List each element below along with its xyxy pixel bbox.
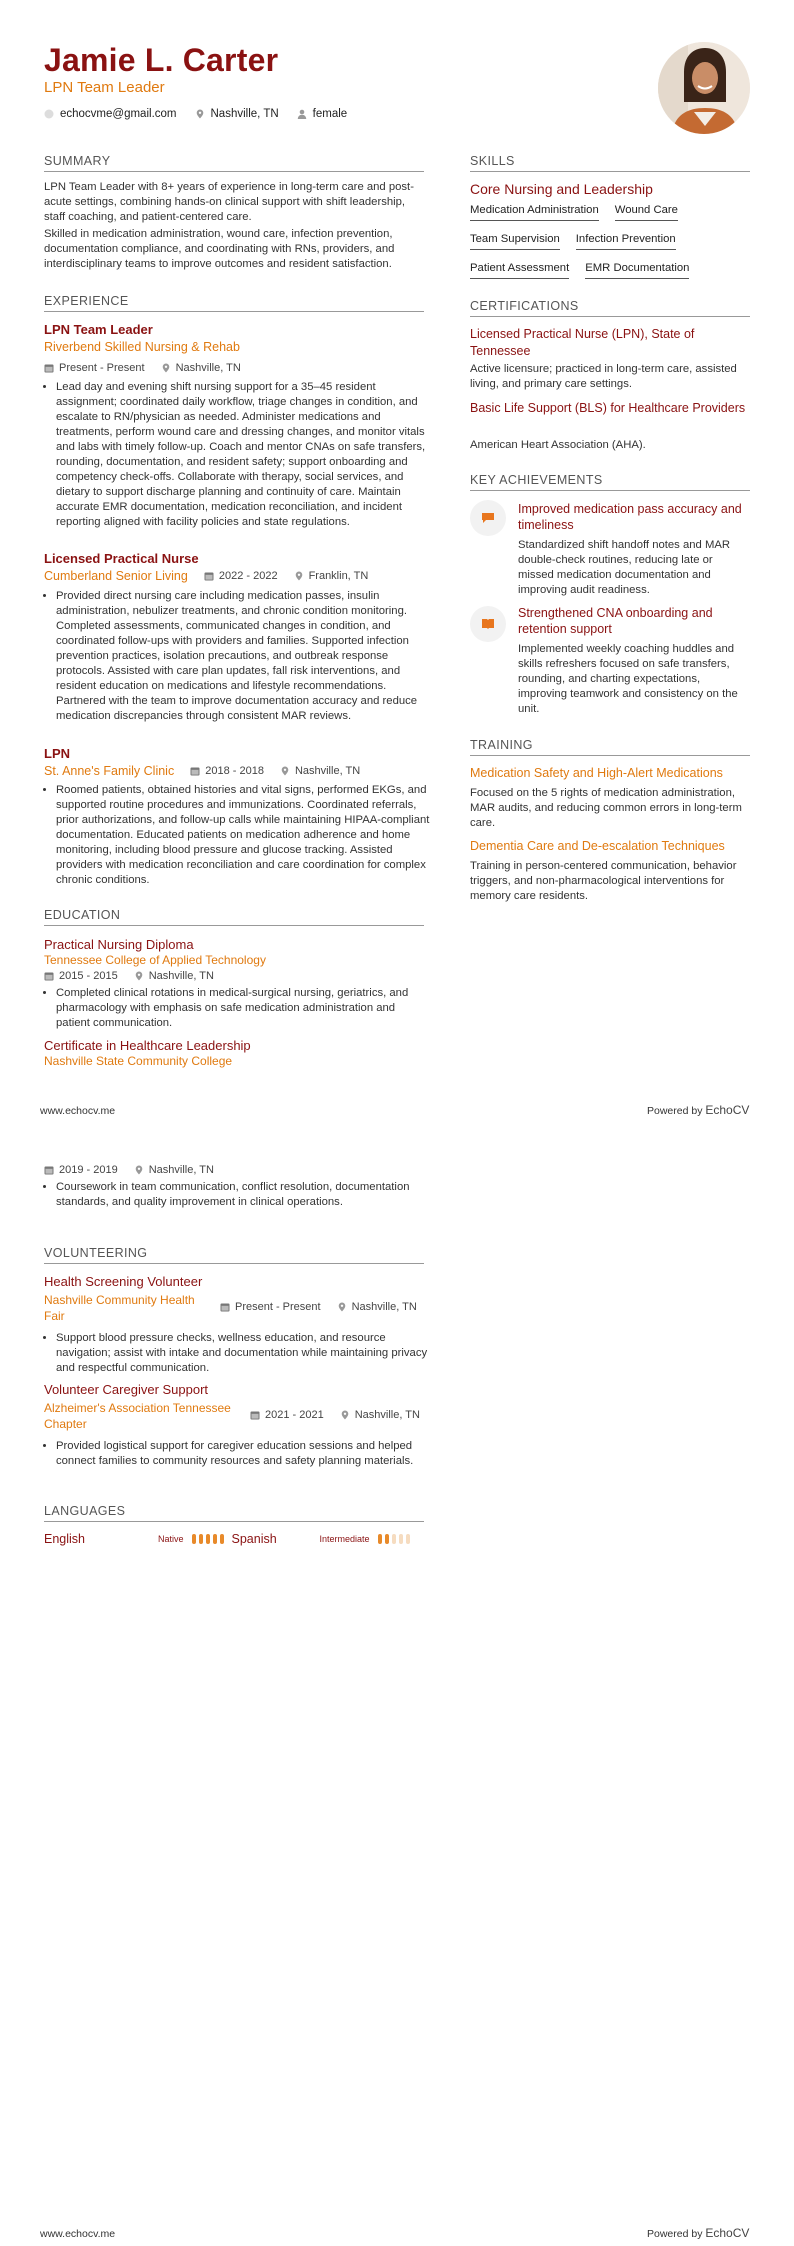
footer-brand[interactable]: EchoCV [705,1103,750,1117]
footer-powered: Powered by EchoCV [647,2226,750,2240]
job-company-row: Cumberland Senior Living 2022 - 2022 Franklin, TN [44,569,369,583]
person-icon [297,109,307,119]
skill-group-title: Core Nursing and Leadership [470,181,653,197]
job-bullets [44,783,430,888]
job-bullets [44,380,430,530]
location-pin-icon [134,971,144,981]
training-title: Dementia Care and De-escalation Techniques [470,839,725,853]
job-company: Riverbend Skilled Nursing & Rehab [44,340,240,354]
skills-heading: SKILLS [470,154,750,172]
contact-gender: female [297,108,348,120]
rating-dot [199,1534,203,1544]
language-level: Native [158,1534,184,1544]
skill-tags [470,204,760,279]
rating-dot [385,1534,389,1544]
contact-bar [44,108,347,120]
job-company: St. Anne's Family Clinic [44,764,175,778]
edu-degree: Certificate in Healthcare Leadership [44,1038,251,1053]
volunteer-meta: Present - Present Nashville, TN [220,1301,417,1313]
footer-powered: Powered by EchoCV [647,1103,750,1117]
volunteer-org: Alzheimer's Association Tennessee Chapter [44,1401,231,1431]
list-item: • Coursework in team communication, conflict resolution, documentation standards, and quality improvement in clinical operations. [56,1180,430,1210]
cert-title: Licensed Practical Nurse (LPN), State of Tennessee [470,327,695,358]
location-pin-icon [294,571,304,581]
languages-heading: LANGUAGES [44,1504,424,1522]
list-item: • Provided logistical support for caregiver education sessions and helped connect families to community resources and safety planning materials. [56,1439,430,1469]
list-item: • Completed clinical rotations in medical-surgical nursing, geriatrics, and pharmacology with emphasis on safe medication administration and patient communication. [56,986,430,1031]
rating-dot [206,1534,210,1544]
languages-row [44,1532,424,1546]
summary-heading: SUMMARY [44,154,424,172]
avatar [658,42,750,134]
skill-tag: Team Supervision [470,233,560,250]
job-title: LPN Team Leader [44,322,153,337]
location-pin-icon [337,1302,347,1312]
profile-photo [658,42,750,134]
edu-school: Nashville State Community College [44,1054,233,1068]
volunteer-org: Nashville Community Health Fair [44,1293,195,1323]
rating-dot [220,1534,224,1544]
location-pin-icon [161,363,171,373]
list-item: • Provided direct nursing care including medication passes, insulin administration, nebulizer treatments, and chronic condition monitoring. Completed assessments, communicated changes in condition, and coordinated follow-ups with providers and families. Supported infection prevention practices, isolation precautions, and outbreak response protocols. Assisted with care plan updates, fall risk interventions, and resident education on medications and lifestyle recommendations. Partnered with the team to improve documentation accuracy and reduce medication discrepancies through consistent MAR reviews. [56,589,430,724]
list-item: • Support blood pressure checks, wellness education, and resource navigation; assist with intake and documentation while maintaining privacy and respectful communication. [56,1331,430,1376]
edu-bullets [44,986,430,1031]
certifications-heading: CERTIFICATIONS [470,299,750,317]
list-item: • Roomed patients, obtained histories and vital signs, performed EKGs, and supported routine procedures and immunizations. Coordinated referrals, prior authorizations, and follow-up calls while maintaining HIPAA-compliant documentation. Educated patients on medication adherence and home monitoring, including blood pressure and glucose tracking. Assisted providers with medication reconciliation and care coordination for complex chronic conditions. [56,783,430,888]
skill-tag: Wound Care [615,204,678,221]
job-title: Licensed Practical Nurse [44,551,199,566]
edu-school: Tennessee College of Applied Technology [44,953,266,967]
volunteer-title: Volunteer Caregiver Support [44,1382,209,1397]
edu-bullets [44,1180,430,1210]
edu-meta: 2019 - 2019 Nashville, TN [44,1164,214,1176]
language-name: English [44,1532,85,1546]
location-pin-icon [340,1410,350,1420]
footer-brand[interactable]: EchoCV [705,2226,750,2240]
footer-site[interactable]: www.echocv.me [40,2228,116,2240]
training-desc: Training in person-centered communication, behavior triggers, and non-pharmacological interventions for memory care residents. [470,860,737,902]
volunteer-title: Health Screening Volunteer [44,1274,203,1289]
rating-dot [399,1534,403,1544]
rating-dot [192,1534,196,1544]
skill-tag: EMR Documentation [585,262,689,279]
summary-text-1: LPN Team Leader with 8+ years of experience in long-term care and post-acute settings, combining hands-on clinical support with shift leadership, staff coaching, and patient-centered care. [44,181,414,223]
location-pin-icon [134,1165,144,1175]
volunteer-bullets [44,1439,430,1469]
language-rating [192,1534,224,1544]
training-title: Medication Safety and High-Alert Medications [470,766,723,780]
volunteering-heading: VOLUNTEERING [44,1246,424,1264]
job-bullets [44,589,430,724]
calendar-icon [250,1410,260,1420]
calendar-icon [204,571,214,581]
achievement-desc: Implemented weekly coaching huddles and skills refreshers focused on safe transfers, rounding, and charting expectations, improving teamwork and consistency on the unit. [518,643,738,715]
location-pin-icon [195,109,205,119]
candidate-role: LPN Team Leader [44,79,165,96]
candidate-name: Jamie L. Carter [44,42,279,78]
edu-meta: 2015 - 2015 Nashville, TN [44,970,214,982]
achievements-heading: KEY ACHIEVEMENTS [470,473,750,491]
location-pin-icon [280,766,290,776]
contact-location: Nashville, TN [195,108,279,120]
cert-desc: American Heart Association (AHA). [470,439,646,451]
education-heading: EDUCATION [44,908,424,926]
volunteer-meta: 2021 - 2021 Nashville, TN [250,1409,420,1421]
cert-title: Basic Life Support (BLS) for Healthcare Providers [470,401,746,415]
job-company-row: St. Anne's Family Clinic 2018 - 2018 Nashville, TN [44,764,361,778]
rating-dot [392,1534,396,1544]
book-icon [470,606,506,642]
rating-dot [213,1534,217,1544]
calendar-icon [220,1302,230,1312]
email-icon [44,109,54,119]
volunteer-bullets [44,1331,430,1376]
job-meta: Present - Present Nashville, TN [44,362,241,374]
achievement-title: Improved medication pass accuracy and timeliness [518,502,742,532]
chat-bubble-icon [470,500,506,536]
training-heading: TRAINING [470,738,750,756]
footer-site[interactable]: www.echocv.me [40,1105,116,1117]
rating-dot [406,1534,410,1544]
skill-tag: Infection Prevention [576,233,676,250]
contact-email[interactable]: echocvme@gmail.com [44,108,177,120]
experience-heading: EXPERIENCE [44,294,424,312]
skill-tag: Medication Administration [470,204,599,221]
language-rating [378,1534,410,1544]
achievement-title: Strengthened CNA onboarding and retention support [518,606,713,636]
calendar-icon [44,971,54,981]
list-item: • Lead day and evening shift nursing support for a 35–45 resident assignment; coordinated daily workflow, triage changes in condition, and escalate to RN/physician as needed. Administer medications and treatments, perform wound care and dressing changes, and monitor vitals and labs with timely follow-up. Coach and mentor CNAs on safe transfers, rounding, documentation, and resident safety; support onboarding and competency check-offs. Collaborate with therapy, social services, and dietary to support discharge planning and continuity of care. Maintain accurate EMR documentation, medication reconciliation, and incident reporting aligned with facility policies and state regulations. [56,380,430,530]
calendar-icon [44,363,54,373]
calendar-icon [190,766,200,776]
job-company: Cumberland Senior Living [44,569,188,583]
calendar-icon [44,1165,54,1175]
job-title: LPN [44,746,70,761]
language-name: Spanish [231,1532,277,1546]
summary-text-2: Skilled in medication administration, wound care, infection prevention, documentation compliance, and coordinating with RNs, providers, and interdisciplinary teams to improve outcomes and resident satisfaction. [44,228,395,270]
edu-degree: Practical Nursing Diploma [44,937,194,952]
achievement-desc: Standardized shift handoff notes and MAR double-check routines, reducing late or missed medication documentation and improving audit readiness. [518,539,731,596]
cert-desc: Active licensure; practiced in long-term care, assisted living, and primary care settings. [470,363,737,390]
rating-dot [378,1534,382,1544]
training-desc: Focused on the 5 rights of medication administration, MAR audits, and reducing common errors in long-term care. [470,787,742,829]
language-level: Intermediate [319,1534,370,1544]
skill-tag: Patient Assessment [470,262,569,279]
